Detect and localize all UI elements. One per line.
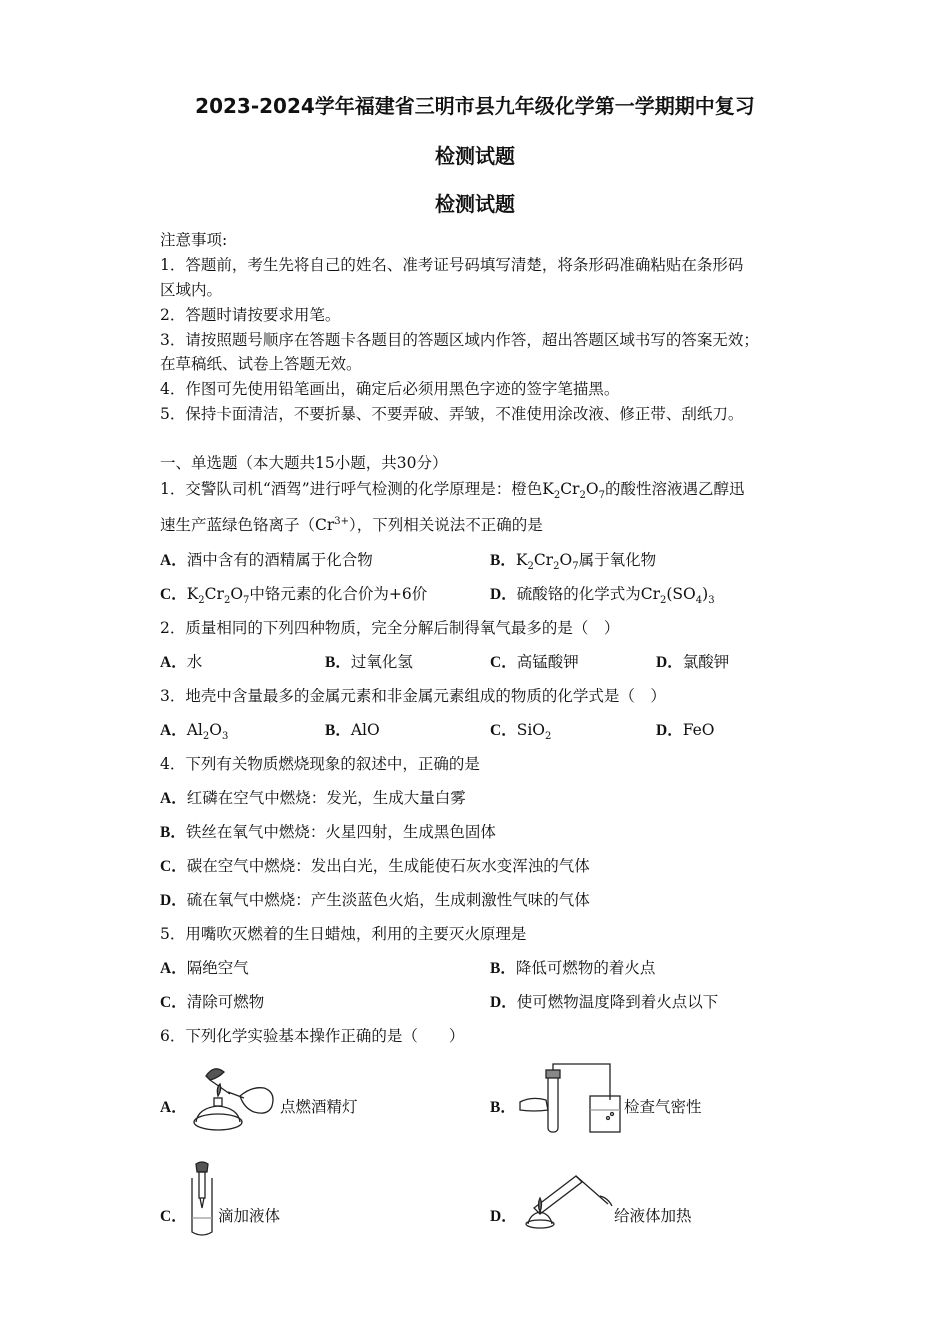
title-line-2: 检测试题: [435, 144, 515, 168]
question-6-option-c-letter[interactable]: C．: [160, 1208, 187, 1225]
question-4-option-b[interactable]: B．铁丝在氧气中燃烧：火星四射，生成黑色固体: [160, 823, 496, 841]
question-3-stem: 3．地壳中含量最多的金属元素和非金属元素组成的物质的化学式是（ ）: [160, 687, 666, 705]
question-3-option-c[interactable]: C．SiO$_2$: [490, 721, 552, 743]
question-1-option-a[interactable]: A．酒中含有的酒精属于化合物: [160, 551, 373, 569]
question-6-stem: 6．下列化学实验基本操作正确的是（ ）: [160, 1027, 465, 1045]
notice-item: 在草稿纸、试卷上答题无效。: [160, 355, 362, 373]
question-6-option-b-letter[interactable]: B．: [490, 1099, 516, 1116]
notice-item: 3．请按照题号顺序在答题卡各题目的答题区域内作答，超出答题区域书写的答案无效；: [160, 331, 759, 349]
notice-item: 区域内。: [160, 281, 223, 299]
dropper-figure: [186, 1160, 218, 1240]
question-1-stem-cont: 速生产蓝绿色铬离子$(Cr^{3+})$，下列相关说法不正确的是: [160, 515, 543, 534]
question-5-option-a[interactable]: A．隔绝空气: [160, 959, 249, 977]
lighting-alcohol-lamp-figure: [188, 1058, 280, 1136]
formula-k2cr2o7: $K_2Cr_2O_7$: [542, 480, 605, 502]
question-2-stem: 2．质量相同的下列四种物质，完全分解后制得氧气最多的是（ ）: [160, 619, 620, 637]
question-4-option-a[interactable]: A．红磷在空气中燃烧：发光，生成大量白雾: [160, 789, 466, 807]
question-4-option-d[interactable]: D．硫在氧气中燃烧：产生淡蓝色火焰，生成刺激性气味的气体: [160, 891, 590, 909]
title-line-1: 2023-2024学年福建省三明市县九年级化学第一学期期中复习: [195, 94, 755, 118]
notice-item: 1．答题前，考生先将自己的姓名、准考证号码填写清楚，将条形码准确粘贴在条形码: [160, 256, 744, 274]
question-1-option-b[interactable]: B．$K_2Cr_2O_7$属于氧化物: [490, 551, 657, 573]
question-1-stem: 1．交警队司机“酒驾”进行呼气检测的化学原理是：橙色$K_2Cr_2O_7$的酸性溶液遇乙醇迅: [160, 480, 745, 502]
question-6-option-d-label: 给液体加热: [614, 1207, 692, 1225]
question-4-option-c[interactable]: C．碳在空气中燃烧：发出白光，生成能使石灰水变浑浊的气体: [160, 857, 590, 875]
question-5-option-c[interactable]: C．清除可燃物: [160, 993, 265, 1011]
question-3-option-b[interactable]: B．AlO: [325, 721, 380, 739]
notice-item: 2．答题时请按要求用笔。: [160, 306, 341, 324]
question-2-option-b[interactable]: B．过氧化氢: [325, 653, 413, 671]
question-2-option-d[interactable]: D．氯酸钾: [656, 653, 730, 671]
airtightness-check-figure: [518, 1060, 622, 1136]
question-2-option-a[interactable]: A．水: [160, 653, 203, 671]
notice-item: 4．作图可先使用铅笔画出，确定后必须用黑色字迹的签字笔描黑。: [160, 380, 620, 398]
notice-heading: 注意事项:: [160, 231, 228, 249]
title-line-3: 检测试题: [435, 192, 515, 216]
question-5-stem: 5．用嘴吹灭燃着的生日蜡烛，利用的主要灭火原理是: [160, 925, 527, 943]
question-6-option-d-letter[interactable]: D．: [490, 1208, 517, 1225]
question-5-option-b[interactable]: B．降低可燃物的着火点: [490, 959, 656, 977]
section-heading: 一、单选题（本大题共15小题，共30分）: [160, 454, 448, 472]
heating-liquid-figure: [518, 1168, 614, 1230]
question-1-option-d[interactable]: D．硫酸铬的化学式为$Cr_2(SO_4)_3$: [490, 585, 715, 607]
question-2-option-c[interactable]: C．高锰酸钾: [490, 653, 579, 671]
question-5-option-d[interactable]: D．使可燃物温度降到着火点以下: [490, 993, 719, 1011]
question-4-stem: 4．下列有关物质燃烧现象的叙述中，正确的是: [160, 755, 480, 773]
question-6-option-c-label: 滴加液体: [218, 1207, 281, 1225]
question-6-option-b-label: 检查气密性: [624, 1098, 702, 1116]
question-1-option-c[interactable]: C．$K_2Cr_2O_7$中铬元素的化合价为+6价: [160, 585, 428, 607]
question-3-option-a[interactable]: A．$Al_2O_3$: [160, 721, 229, 743]
notice-item: 5．保持卡面清洁，不要折暴、不要弄破、弄皱，不准使用涂改液、修正带、刮纸刀。: [160, 405, 744, 423]
question-6-option-a-label: 点燃酒精灯: [280, 1098, 358, 1116]
question-3-option-d[interactable]: D．FeO: [656, 721, 715, 739]
question-6-option-a-letter[interactable]: A．: [160, 1099, 187, 1116]
